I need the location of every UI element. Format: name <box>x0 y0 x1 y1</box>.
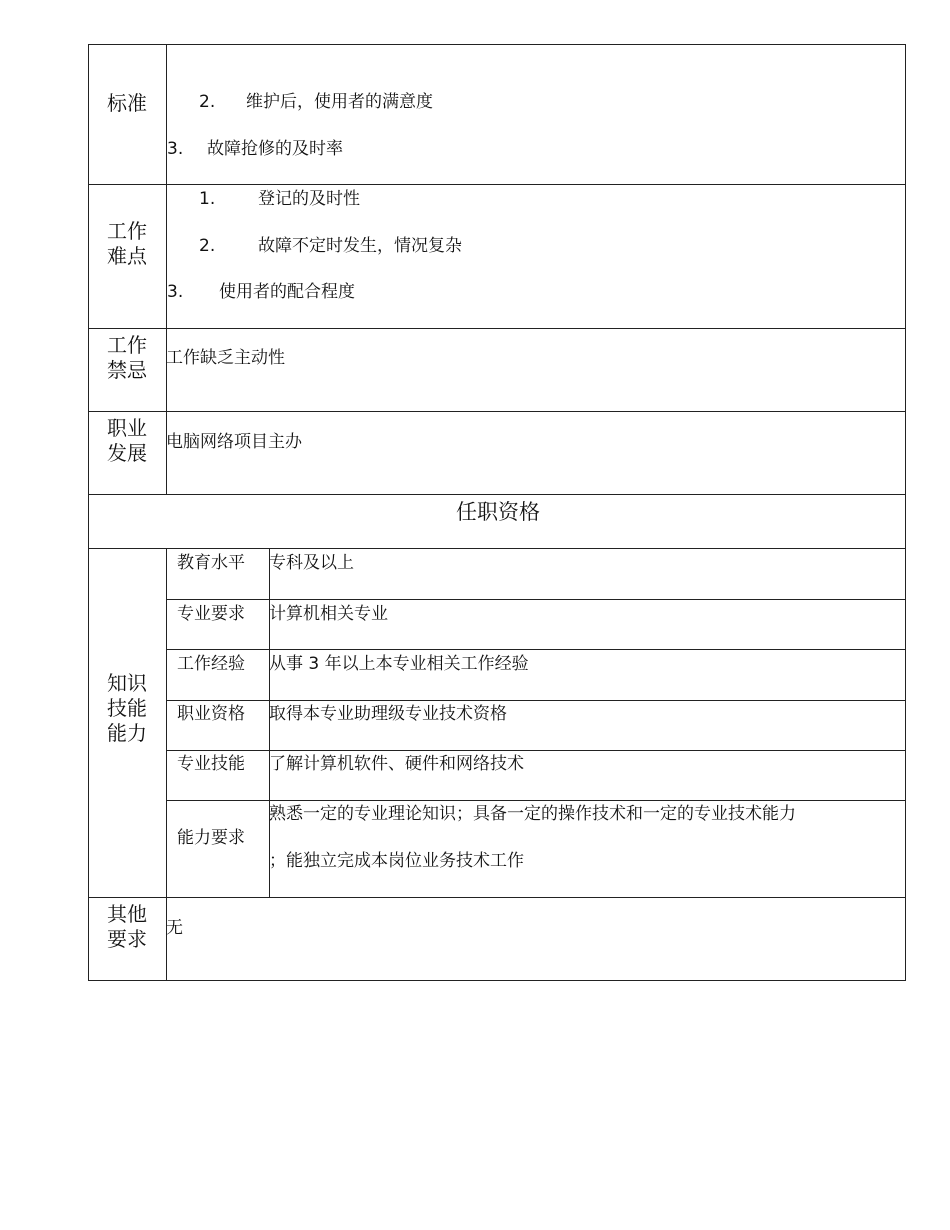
ability-value-line2: ；能独立完成本岗位业务技术工作 <box>269 851 524 871</box>
rule-bottom <box>88 980 906 981</box>
knowledge-skills-label-line1: 知识 <box>107 671 147 695</box>
difficulty-item-1-num: 1. <box>199 189 216 209</box>
skills-label: 专业技能 <box>177 754 245 774</box>
difficulty-label-line2: 难点 <box>107 244 147 268</box>
other-label-line2: 要求 <box>107 927 147 951</box>
taboo-text: 工作缺乏主动性 <box>166 348 285 368</box>
taboo-label-line2: 禁忌 <box>107 358 147 382</box>
knowledge-skills-label-line3: 能力 <box>107 721 147 745</box>
rule <box>88 548 906 549</box>
rule <box>88 328 906 329</box>
major-value: 计算机相关专业 <box>269 604 388 624</box>
difficulty-label <box>89 219 165 269</box>
career-label <box>89 416 165 466</box>
rule-top <box>88 44 906 45</box>
rule <box>88 897 906 898</box>
taboo-label-line1: 工作 <box>107 333 147 357</box>
education-label: 教育水平 <box>177 553 245 573</box>
difficulty-item-3-text: 使用者的配合程度 <box>219 282 355 302</box>
rule <box>166 750 906 751</box>
ability-value-line1: 熟悉一定的专业理论知识；具备一定的操作技术和一定的专业技术能力 <box>269 804 796 824</box>
career-text: 电脑网络项目主办 <box>166 432 302 452</box>
taboo-label <box>89 333 165 383</box>
standard-label: 标准 <box>107 91 147 115</box>
rule <box>166 599 906 600</box>
standard-item-1-text: 维护后，使用者的满意度 <box>246 92 433 112</box>
experience-value: 从事 3 年以上本专业相关工作经验 <box>269 654 529 674</box>
rule <box>88 411 906 412</box>
other-label <box>89 902 165 952</box>
qualifications-title: 任职资格 <box>456 500 540 524</box>
major-label: 专业要求 <box>177 604 245 624</box>
knowledge-skills-label <box>89 671 165 746</box>
skills-value: 了解计算机软件、硬件和网络技术 <box>269 754 524 774</box>
standard-item-2-text: 故障抢修的及时率 <box>207 139 343 159</box>
other-text: 无 <box>166 918 183 938</box>
rule-col <box>166 44 167 495</box>
difficulty-item-1-text: 登记的及时性 <box>258 189 360 209</box>
difficulty-item-3-num: 3. <box>167 282 184 302</box>
difficulty-label-line1: 工作 <box>107 219 147 243</box>
standard-item-1-num: 2. <box>199 92 216 112</box>
knowledge-skills-label-line2: 技能 <box>107 696 147 720</box>
education-value: 专科及以上 <box>269 553 354 573</box>
difficulty-item-2-text: 故障不定时发生，情况复杂 <box>258 236 462 256</box>
rule <box>166 800 906 801</box>
rule <box>88 184 906 185</box>
certification-label: 职业资格 <box>177 704 245 724</box>
certification-value: 取得本专业助理级专业技术资格 <box>269 704 507 724</box>
rule <box>166 700 906 701</box>
career-label-line1: 职业 <box>107 416 147 440</box>
other-label-line1: 其他 <box>107 902 147 926</box>
difficulty-item-2-num: 2. <box>199 236 216 256</box>
rule <box>166 649 906 650</box>
career-label-line2: 发展 <box>107 441 147 465</box>
rule <box>88 494 906 495</box>
experience-label: 工作经验 <box>177 654 245 674</box>
ability-label: 能力要求 <box>177 828 245 848</box>
standard-item-2-num: 3. <box>167 139 184 159</box>
